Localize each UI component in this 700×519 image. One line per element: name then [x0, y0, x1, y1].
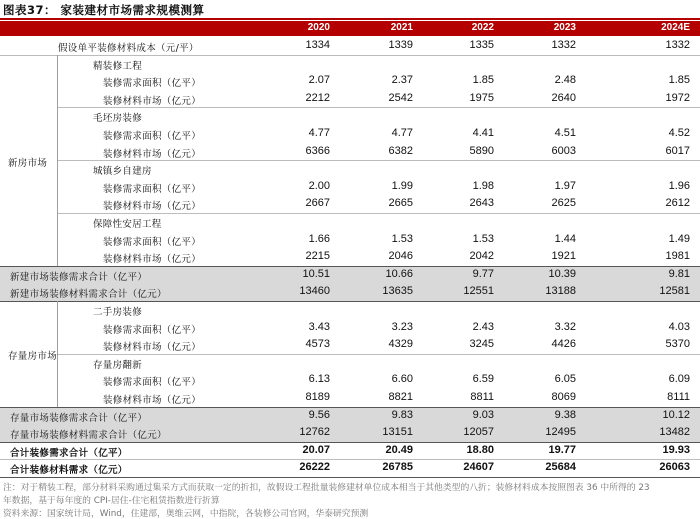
cell-2022: 3245 [469, 338, 494, 350]
divider [0, 442, 700, 443]
table-row [0, 407, 700, 425]
cell-2023: 1.44 [554, 233, 576, 245]
table-row [0, 90, 700, 108]
cell-2021: 20.49 [385, 444, 413, 456]
row-label: 装修材料市场（亿元） [103, 201, 202, 212]
row-label: 装修材料市场（亿元） [103, 254, 202, 265]
table-row [0, 72, 700, 90]
table-row [0, 195, 700, 213]
cell-2024e: 5370 [665, 338, 690, 350]
cell-2024e: 1.96 [668, 180, 690, 192]
cell-2021: 4329 [388, 338, 413, 350]
cell-2022: 1.98 [472, 180, 494, 192]
table-row [0, 371, 700, 389]
cell-2023: 19.77 [548, 444, 576, 456]
divider [0, 266, 700, 267]
cell-2022: 9.77 [472, 268, 494, 280]
table-row [0, 125, 700, 143]
cell-2023: 13188 [545, 285, 576, 297]
cell-2023: 6003 [551, 145, 576, 157]
table-row [0, 55, 700, 73]
cell-2023: 9.38 [554, 409, 576, 421]
row-label: 装修需求面积（亿平） [103, 78, 202, 89]
table-row [0, 160, 700, 178]
cell-2024e: 1.85 [668, 74, 690, 86]
table-row [0, 459, 700, 477]
cell-2021: 1339 [388, 39, 413, 51]
cell-2023: 2640 [551, 92, 576, 104]
cell-2021: 2046 [388, 250, 413, 262]
table-row [0, 336, 700, 354]
cell-2022: 4.41 [472, 127, 494, 139]
row-label: 新建市场装修材料需求合计（亿元） [10, 289, 167, 300]
cell-2022: 9.03 [472, 409, 494, 421]
cell-2021: 3.23 [391, 321, 413, 333]
cell-2020: 9.56 [308, 409, 330, 421]
table-row [0, 301, 700, 319]
cell-2020: 2667 [305, 197, 330, 209]
cell-2024e: 2612 [665, 197, 690, 209]
footnote-cont: 年数据，基于每年度的 CPI-居住-住宅租赁指数进行折算 [3, 496, 220, 506]
cell-2021: 8821 [388, 391, 413, 403]
footnote: 注：对于精装工程，部分材料采购通过集采方式而获取一定的折扣，故假设工程批量装修建材单位成本相当于其他类型的八折；装修材料成本按照图表 36 中所得的 23 [3, 483, 650, 493]
divider [0, 477, 700, 478]
cell-2020: 2212 [305, 92, 330, 104]
row-label: 装修材料市场（亿元） [103, 96, 202, 107]
table-row [0, 442, 700, 460]
cell-2020: 2.07 [308, 74, 330, 86]
cell-2020: 3.43 [308, 321, 330, 333]
cell-2023: 4.51 [554, 127, 576, 139]
row-label: 装修需求面积（亿平） [103, 184, 202, 195]
cell-2021: 13635 [382, 285, 413, 297]
cell-2024e: 6.09 [668, 373, 690, 385]
cell-2024e: 9.81 [668, 268, 690, 280]
row-label: 新建市场装修需求合计（亿平） [10, 272, 148, 283]
cell-2021: 13151 [382, 426, 413, 438]
divider [0, 55, 700, 56]
cell-2024e: 10.12 [662, 409, 690, 421]
divider [0, 301, 700, 302]
table-row [0, 283, 700, 301]
cell-2022: 18.80 [466, 444, 494, 456]
cell-2022: 1975 [469, 92, 494, 104]
table-header [0, 21, 700, 36]
cell-2023: 3.32 [554, 321, 576, 333]
cell-2023: 6.05 [554, 373, 576, 385]
table-row [0, 319, 700, 337]
column-header-2022: 2022 [471, 22, 494, 33]
cell-2021: 1.53 [391, 233, 413, 245]
column-header-2024e: 2024E [661, 22, 690, 33]
cell-2023: 8069 [551, 391, 576, 403]
cell-2021: 10.66 [385, 268, 413, 280]
section-divider-new [57, 55, 58, 266]
cell-2022: 1.53 [472, 233, 494, 245]
cell-2020: 8189 [305, 391, 330, 403]
column-header-2023: 2023 [553, 22, 576, 33]
table-row [0, 424, 700, 442]
row-label: 装修需求面积（亿平） [103, 131, 202, 142]
row-label: 装修材料市场（亿元） [103, 395, 202, 406]
cell-2023: 1.97 [554, 180, 576, 192]
title-underline [0, 18, 700, 20]
table-row [0, 213, 700, 231]
cell-2024e: 13482 [659, 426, 690, 438]
cell-2020: 1.66 [308, 233, 330, 245]
row-label: 装修需求面积（亿平） [103, 325, 202, 336]
cell-2024e: 19.93 [662, 444, 690, 456]
cell-2023: 10.39 [548, 268, 576, 280]
cell-2022: 8811 [470, 391, 494, 403]
table-row [0, 231, 700, 249]
table-row [0, 107, 700, 125]
cell-2020: 1334 [305, 39, 330, 51]
row-label: 合计装修材料需求（亿元） [10, 465, 128, 476]
table-row [0, 143, 700, 161]
row-label: 装修材料市场（亿元） [103, 342, 202, 353]
cell-2021: 4.77 [391, 127, 413, 139]
source-note: 资料来源：国家统计局，Wind，住建部，奥维云网，中指院，各装修公司官网，华泰研究预测 [3, 509, 369, 519]
table-row [0, 354, 700, 372]
table-row [0, 178, 700, 196]
table-row [0, 266, 700, 284]
row-label: 存量房翻新 [93, 360, 143, 371]
row-label: 保障性安居工程 [93, 219, 162, 230]
cell-2024e: 1332 [665, 39, 690, 51]
cell-2020: 6.13 [308, 373, 330, 385]
cell-2023: 1332 [551, 39, 576, 51]
section-label-new-housing: 新房市场 [8, 158, 48, 169]
cell-2020: 10.51 [302, 268, 330, 280]
cell-2023: 2.48 [554, 74, 576, 86]
cell-2021: 2665 [388, 197, 413, 209]
table-title: 图表37： 家装建材市场需求规模测算 [3, 3, 205, 17]
cell-2020: 4.77 [308, 127, 330, 139]
divider [58, 354, 700, 355]
cell-2023: 4426 [551, 338, 576, 350]
cell-2022: 5890 [469, 145, 494, 157]
cell-2022: 2643 [469, 197, 494, 209]
section-label-existing-housing: 存量房市场 [8, 351, 58, 362]
row-label: 毛坯房装修 [93, 113, 143, 124]
cell-2020: 2.00 [308, 180, 330, 192]
cell-2021: 6.60 [391, 373, 413, 385]
cell-2024e: 1.49 [668, 233, 690, 245]
divider [58, 213, 700, 214]
section-divider-existing [57, 301, 58, 407]
cell-2020: 12762 [299, 426, 330, 438]
row-label: 装修需求面积（亿平） [103, 237, 202, 248]
cell-2022: 1.85 [472, 74, 494, 86]
cell-2021: 9.83 [391, 409, 413, 421]
cell-2024e: 12581 [659, 285, 690, 297]
cell-2020: 6366 [305, 145, 330, 157]
row-label: 合计装修需求合计（亿平） [10, 448, 128, 459]
cell-2021: 2.37 [391, 74, 413, 86]
cell-2024e: 6017 [665, 145, 690, 157]
cell-2022: 12057 [463, 426, 494, 438]
cell-2021: 1.99 [391, 180, 413, 192]
cell-2020: 4573 [305, 338, 330, 350]
cell-2020: 13460 [299, 285, 330, 297]
cell-2021: 26785 [382, 461, 413, 473]
cell-2024e: 1981 [665, 250, 690, 262]
cell-2020: 2215 [305, 250, 330, 262]
cell-2023: 1921 [551, 250, 576, 262]
table-row [0, 248, 700, 266]
cell-2020: 26222 [299, 461, 330, 473]
cell-2023: 12495 [545, 426, 576, 438]
divider [0, 407, 700, 408]
row-label: 城镇乡自建房 [93, 166, 152, 177]
divider [58, 107, 700, 108]
cell-2024e: 1972 [665, 92, 690, 104]
cell-2024e: 26063 [659, 461, 690, 473]
row-label: 装修材料市场（亿元） [103, 149, 202, 160]
row-label: 假设单平装修材料成本（元/平） [58, 43, 199, 54]
cell-2024e: 4.52 [668, 127, 690, 139]
row-label: 二手房装修 [93, 307, 143, 318]
cell-2022: 24607 [463, 461, 494, 473]
cell-2020: 20.07 [302, 444, 330, 456]
cell-2022: 1335 [469, 39, 494, 51]
column-header-2020: 2020 [307, 22, 330, 33]
cell-2023: 2625 [551, 197, 576, 209]
row-label: 存量市场装修材料需求合计（亿元） [10, 430, 167, 441]
cell-2022: 12551 [463, 285, 494, 297]
row-label: 装修需求面积（亿平） [103, 377, 202, 388]
table-row [0, 37, 700, 55]
table-row [0, 389, 700, 407]
cell-2022: 2042 [469, 250, 494, 262]
cell-2022: 2.43 [472, 321, 494, 333]
divider [58, 160, 700, 161]
row-label: 存量市场装修需求合计（亿平） [10, 413, 148, 424]
cell-2024e: 4.03 [668, 321, 690, 333]
row-label: 精装修工程 [93, 61, 143, 72]
divider [0, 459, 700, 460]
cell-2022: 6.59 [472, 373, 494, 385]
cell-2021: 6382 [388, 145, 413, 157]
cell-2023: 25684 [545, 461, 576, 473]
cell-2021: 2542 [388, 92, 413, 104]
column-header-2021: 2021 [390, 22, 413, 33]
cell-2024e: 8111 [667, 391, 690, 403]
